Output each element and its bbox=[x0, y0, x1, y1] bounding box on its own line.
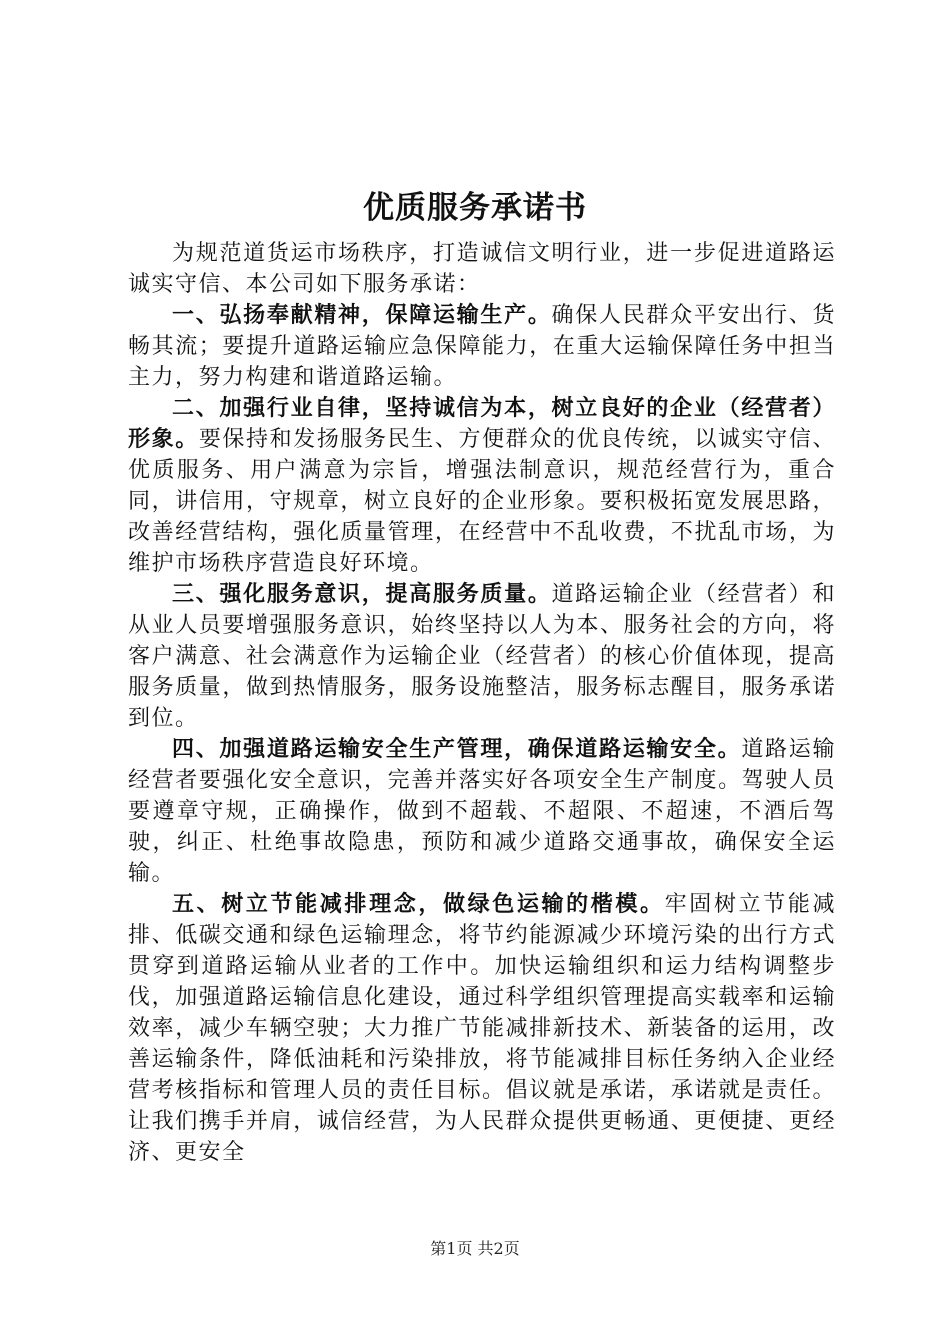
section-1-text: 确保人民群众平安出行、货畅其流；要提升道路运输应急保障能力，在重大运输保障任务中担当主力，努力构建和谐道路运输。 bbox=[128, 303, 836, 390]
section-4-heading: 四、加强道路运输安全生产管理，确保道路运输安全。 bbox=[172, 736, 742, 762]
section-1-heading: 一、弘扬奉献精神，保障运输生产。 bbox=[172, 302, 552, 328]
document-title: 优质服务承诺书 bbox=[363, 190, 587, 226]
section-5-heading: 五、树立节能减排理念，做绿色运输的楷模。 bbox=[172, 891, 665, 917]
section-2-paragraph bbox=[128, 393, 836, 579]
section-4-paragraph bbox=[128, 734, 836, 889]
section-1-paragraph bbox=[128, 300, 836, 393]
document-body bbox=[128, 238, 836, 1168]
section-4-text: 道路运输经营者要强化安全意识，完善并落实好各项安全生产制度。驾驶人员要遵章守规，正确操作，做到不超载、不超限、不超速，不酒后驾驶，纠正、杜绝事故隐患，预防和减少道路交通事故，确保安全运输。 bbox=[128, 737, 836, 886]
page-number-footer: 第1页 共2页 bbox=[430, 1239, 520, 1258]
section-5-paragraph bbox=[128, 889, 836, 1168]
section-3-heading: 三、强化服务意识，提高服务质量。 bbox=[172, 581, 552, 607]
section-3-text: 道路运输企业（经营者）和从业人员要增强服务意识，始终坚持以人为本、服务社会的方向，将客户满意、社会满意作为运输企业（经营者）的核心价值体现，提高服务质量，做到热情服务，服务设施整洁，服务标志醒目，服务承诺到位。 bbox=[128, 582, 836, 731]
intro-paragraph: 为规范道货运市场秩序，打造诚信文明行业，进一步促进道路运诚实守信、本公司如下服务承诺： bbox=[128, 241, 836, 297]
section-2-heading: 二、加强行业自律，坚持诚信为本，树立良好的企业（经营者）形象。 bbox=[128, 395, 836, 452]
section-5-text: 牢固树立节能减排、低碳交通和绿色运输理念，将节约能源减少环境污染的出行方式贯穿到道路运输从业者的工作中。加快运输组织和运力结构调整步伐，加强道路运输信息化建设，通过科学组织管理提高实载率和运输效率，减少车辆空驶；大力推广节能减排新技术、新装备的运用，改善运输条件，降低油耗和污染排放，将节能减排目标任务纳入企业经营考核指标和管理人员的责任目标。倡议就是承诺，承诺就是责任。让我们携手并肩，诚信经营，为人民群众提供更畅通、更便捷、更经济、更安全 bbox=[128, 892, 836, 1165]
section-3-paragraph bbox=[128, 579, 836, 734]
section-2-text: 要保持和发扬服务民生、方便群众的优良传统，以诚实守信、优质服务、用户满意为宗旨，增强法制意识，规范经营行为，重合同，讲信用，守规章，树立良好的企业形象。要积极拓宽发展思路，改善经营结构，强化质量管理，在经营中不乱收费，不扰乱市场，为维护市场秩序营造良好环境。 bbox=[128, 427, 836, 576]
